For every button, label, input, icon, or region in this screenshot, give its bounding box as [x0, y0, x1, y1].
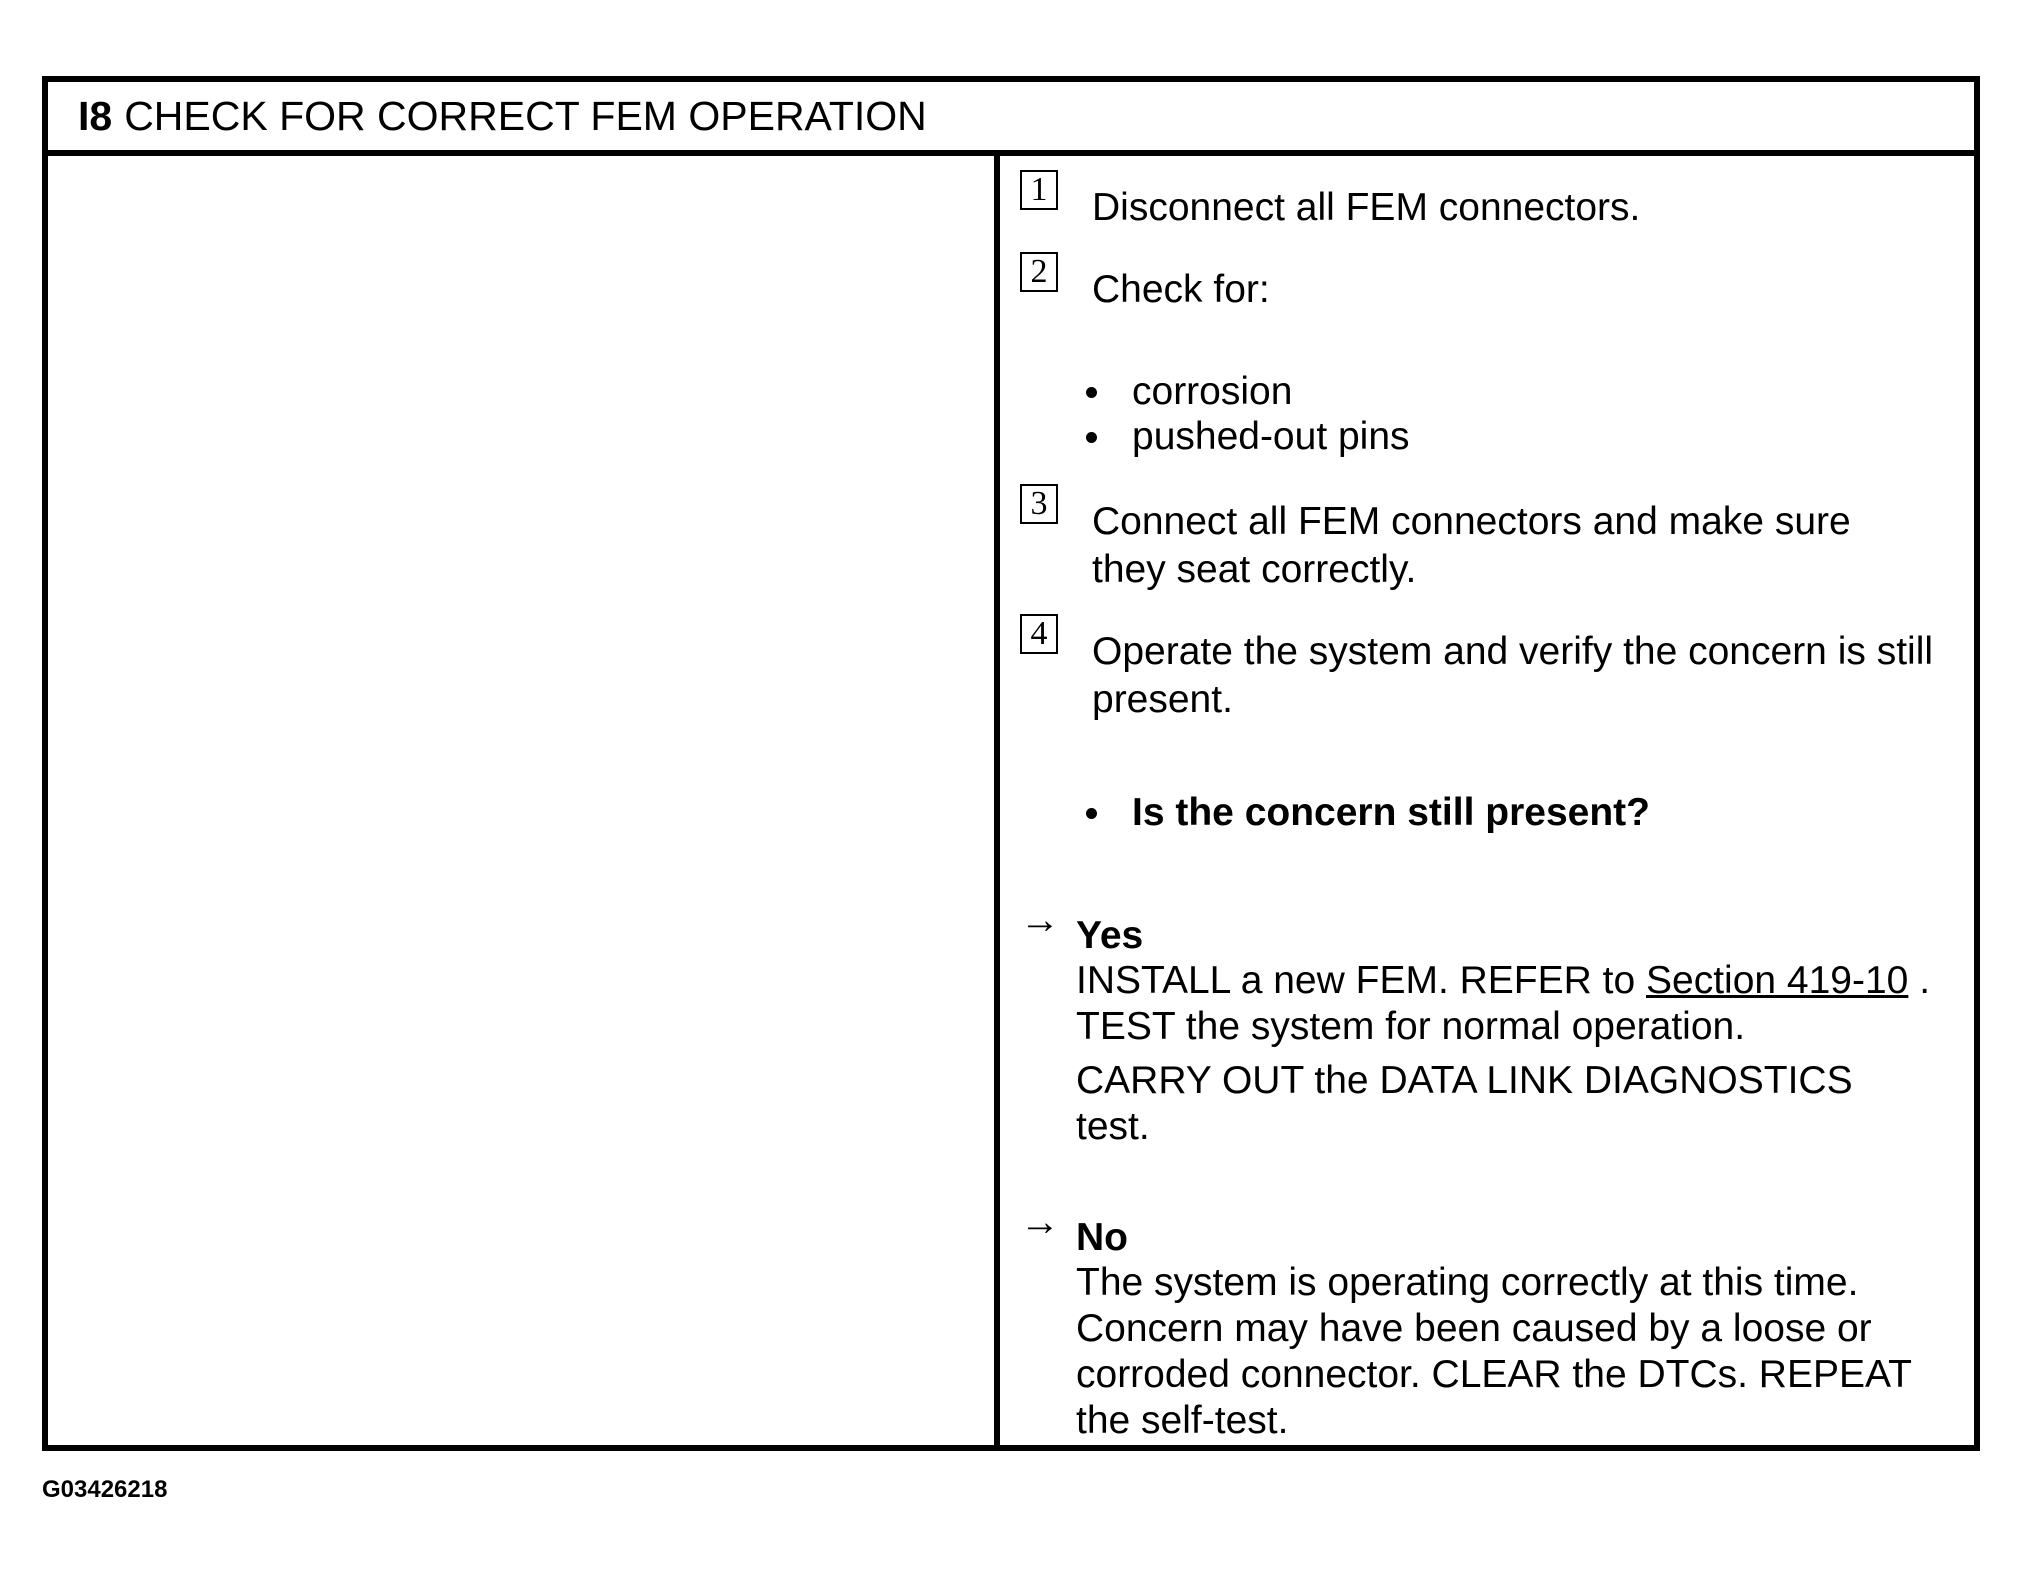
step-number-box: 2: [1020, 252, 1058, 292]
question-text: Is the concern still present?: [1084, 790, 1934, 835]
step-text: Check for:: [1092, 268, 1270, 311]
step-text: Connect all FEM connectors and make sure they seat correctly.: [1092, 500, 1851, 591]
step-text: Disconnect all FEM connectors.: [1092, 186, 1641, 229]
result-body: [1076, 1260, 1934, 1444]
figure-id: G03426218: [42, 1476, 168, 1503]
arrow-right-icon: →: [1020, 898, 1060, 942]
step-number-box: 3: [1020, 484, 1058, 524]
procedure-title: CHECK FOR CORRECT FEM OPERATION: [124, 92, 927, 139]
arrow-right-icon: →: [1020, 1200, 1060, 1244]
result-text: INSTALL a new FEM. REFER to: [1076, 959, 1646, 1002]
step-number: I8: [78, 92, 113, 139]
instructions-column: [1000, 156, 1974, 1445]
section-link[interactable]: Section 419-10: [1646, 959, 1909, 1002]
step-text: Operate the system and verify the concern is still present.: [1092, 630, 1934, 721]
step-number-box: 4: [1020, 614, 1058, 654]
procedure-header: [48, 82, 1974, 156]
result-label: No: [1076, 1216, 1128, 1259]
result-text: The system is operating correctly at this time. Concern may have been caused by a loose or corroded connector. CLEAR the DTCs. REPEAT the self-test.: [1076, 1261, 1912, 1442]
result-text: . TEST the system for normal operation.: [1076, 959, 1931, 1048]
check-list: [1084, 369, 1934, 459]
procedure-table: [42, 76, 1980, 1451]
step-number-box: 1: [1020, 170, 1058, 210]
result-text: CARRY OUT the DATA LINK DIAGNOSTICS test.: [1076, 1059, 1853, 1148]
list-item: corrosion: [1084, 369, 1934, 414]
list-item: pushed-out pins: [1084, 414, 1934, 459]
question-list: [1084, 790, 1934, 835]
illustration-area: [48, 156, 1000, 1445]
result-body: [1076, 958, 1934, 1150]
result-label: Yes: [1076, 914, 1144, 957]
